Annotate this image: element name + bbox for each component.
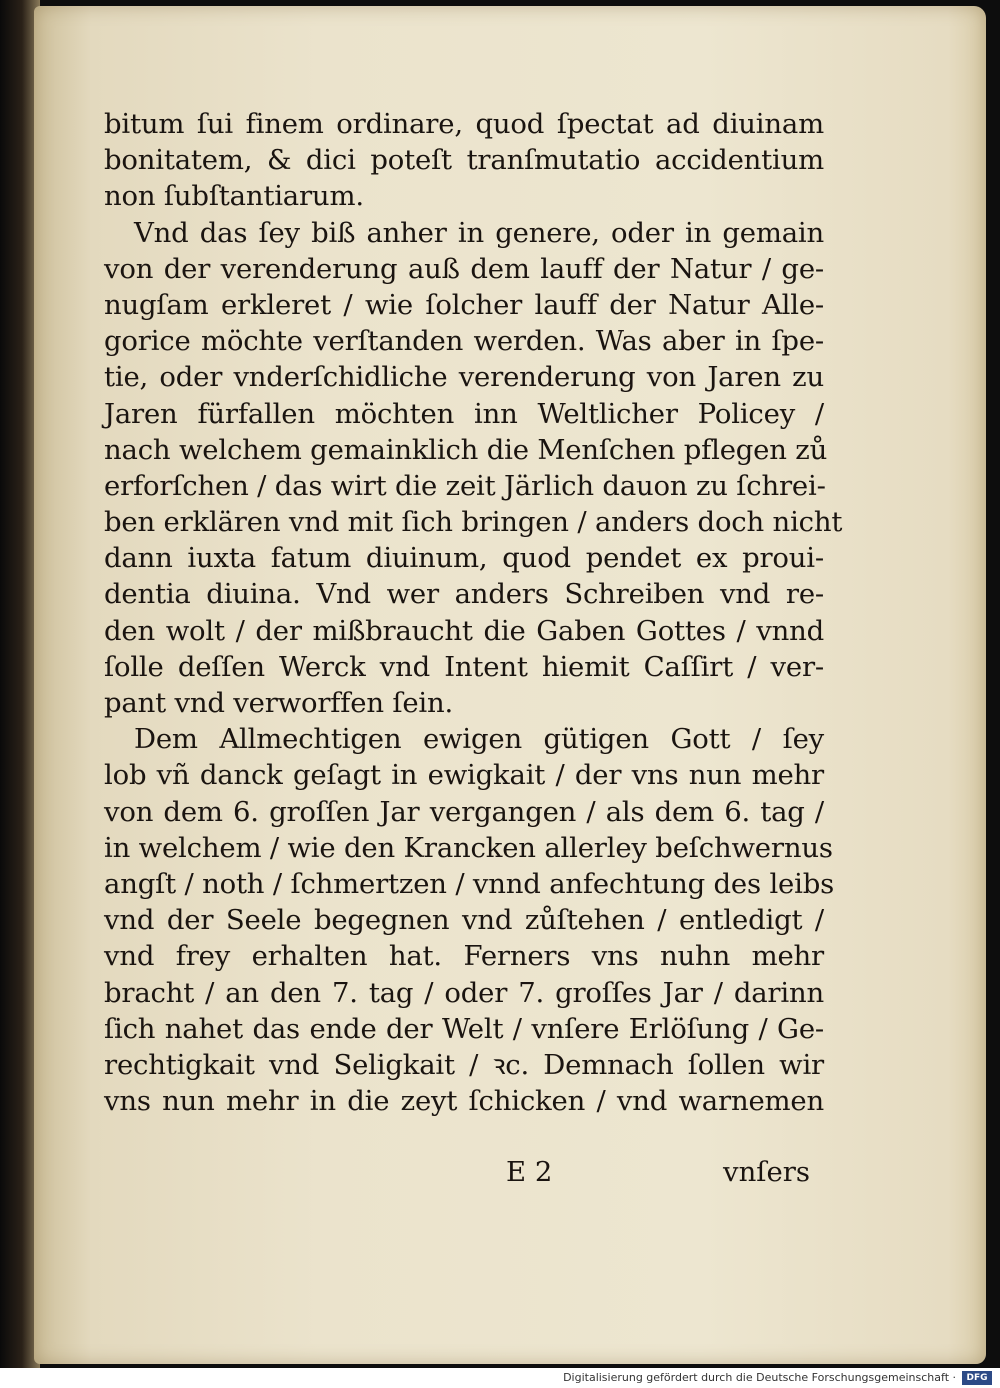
text-line: bracht / an den 7. tag / oder 7. groſſes Jar / darinn bbox=[104, 976, 824, 1009]
digitization-credit-bar bbox=[0, 1368, 1000, 1388]
text-line: vnd frey erhalten hat. Ferners vns nuhn mehr bbox=[104, 940, 824, 973]
dfg-logo: DFG bbox=[962, 1371, 992, 1385]
text-line: ben erklären vnd mit ſich bringen / anders doch nicht bbox=[104, 506, 843, 539]
text-line: rechtigkait vnd Seligkait / ꝛc. Demnach ſollen wir bbox=[104, 1048, 824, 1081]
text-line: vns nun mehr in die zeyt ſchicken / vnd warnemen bbox=[104, 1085, 824, 1118]
text-line: von dem 6. groſſen Jar vergangen / als dem 6. tag / bbox=[104, 795, 824, 828]
text-line: Vnd das ſey biß anher in genere, oder in gemain bbox=[134, 216, 824, 249]
text-line: lob vñ danck geſagt in ewigkait / der vns nun mehr bbox=[104, 759, 824, 792]
text-line: in welchem / wie den Krancken allerley beſchwernus bbox=[104, 831, 833, 864]
text-line: bitum ſui finem ordinare, quod ſpectat ad diuinam bbox=[104, 108, 824, 140]
text-line: Jaren fürfallen möchten inn Weltlicher Policey / bbox=[104, 397, 824, 430]
digitization-credit: Digitalisierung gefördert durch die Deutsche Forschungsgemeinschaft · bbox=[563, 1371, 956, 1384]
text-line: dentia diuina. Vnd wer anders Schreiben vnd re- bbox=[104, 578, 824, 611]
text-line: erforſchen / das wirt die zeit Järlich dauon zu ſchrei- bbox=[104, 469, 826, 502]
page-footer-line bbox=[104, 1152, 814, 1192]
page-text bbox=[104, 106, 843, 1119]
text-line: angſt / noth / ſchmertzen / vnnd anfechtung des leibs bbox=[104, 867, 835, 900]
text-line: tie, oder vnderſchidliche verenderung von Jaren zu bbox=[104, 361, 824, 394]
text-line: nach welchem gemainklich die Menſchen pflegen zů bbox=[104, 433, 828, 466]
text-line: ſolle deſſen Werck vnd Intent hiemit Caſſirt / ver- bbox=[104, 650, 824, 683]
book-page bbox=[34, 6, 986, 1364]
text-line: non ſubſtantiarum. bbox=[104, 180, 364, 213]
signature-mark: E 2 bbox=[506, 1156, 553, 1188]
text-line: dann iuxta fatum diuinum, quod pendet ex proui- bbox=[104, 542, 824, 575]
text-line: den wolt / der mißbraucht die Gaben Gottes / vnnd bbox=[104, 614, 824, 647]
text-line: pant vnd verworffen ſein. bbox=[104, 687, 454, 719]
text-line: von der verenderung auß dem lauff der Natur / ge- bbox=[104, 252, 824, 285]
text-line: nugſam erkleret / wie ſolcher lauff der Natur Alle- bbox=[104, 288, 824, 321]
text-line: Dem Allmechtigen ewigen gütigen Gott / ſey bbox=[134, 723, 824, 756]
text-line: gorice möchte verſtanden werden. Was aber in ſpe- bbox=[104, 325, 824, 358]
text-line: vnd der Seele begegnen vnd zůſtehen / entledigt / bbox=[104, 904, 824, 937]
catchword: vnſers bbox=[723, 1156, 810, 1188]
text-line: ſich nahet das ende der Welt / vnſere Erlöſung / Ge- bbox=[104, 1012, 824, 1045]
text-line: bonitatem, & dici poteſt tranſmutatio accidentium bbox=[104, 144, 824, 177]
